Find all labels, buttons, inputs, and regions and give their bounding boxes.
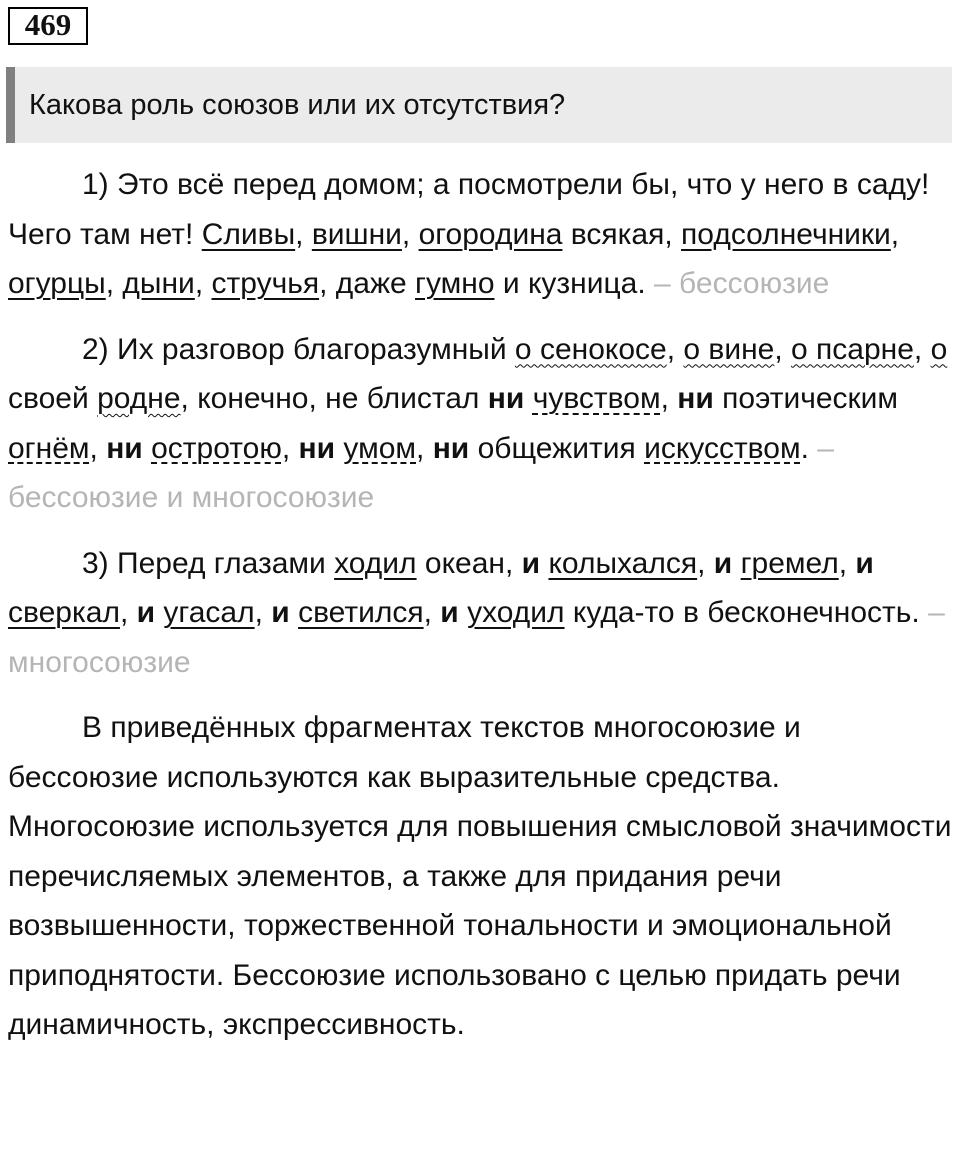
- text: , даже: [319, 267, 416, 300]
- object-word: искусством: [644, 431, 801, 465]
- predicate-word: угасал: [163, 596, 255, 629]
- subject-word: дыни: [122, 267, 195, 300]
- example-1: [8, 160, 954, 309]
- text: 3) Перед глазами: [82, 546, 335, 580]
- text: ,: [119, 596, 137, 629]
- subject-word: гумно: [415, 267, 495, 300]
- text: ,: [401, 217, 419, 251]
- predicate-word: ходил: [334, 546, 417, 580]
- text: ,: [913, 332, 931, 366]
- text: ,: [890, 217, 900, 251]
- conjunction: ни: [106, 431, 143, 465]
- text: [459, 596, 467, 629]
- text: ,: [423, 596, 441, 629]
- conjunction: и: [855, 546, 874, 580]
- text: ,: [416, 431, 433, 465]
- conjunction: ни: [298, 431, 336, 465]
- text: ,: [254, 596, 272, 629]
- text: ,: [89, 431, 107, 465]
- attribute-word: о сенокосе: [514, 332, 667, 366]
- conjunction: ни: [487, 382, 525, 415]
- object-word: умом: [343, 431, 417, 465]
- subject-word: подсолнечники: [681, 217, 891, 251]
- text: [524, 382, 532, 415]
- text: ,: [838, 546, 856, 580]
- example-2: [8, 325, 954, 523]
- text: .: [800, 431, 809, 465]
- subject-word: вишни: [311, 217, 402, 251]
- text: всякая,: [562, 217, 682, 251]
- predicate-word: сверкал: [8, 596, 120, 629]
- attribute-word: о: [930, 332, 948, 366]
- text: , конечно, не блистал: [180, 382, 488, 415]
- text: ,: [194, 267, 212, 300]
- text: [143, 432, 151, 465]
- answer-note: – бессоюзие: [645, 267, 830, 300]
- text: 1) Это всё перед домом; а посмотрели бы, что у него в саду! Чего там нет!: [8, 168, 930, 251]
- text: 2) Их разговор благоразумный: [82, 332, 515, 366]
- text: ,: [697, 546, 714, 580]
- text: [290, 596, 298, 629]
- attribute-word: о псарне: [791, 332, 914, 366]
- text: своей: [8, 382, 98, 415]
- subject-word: стручья: [211, 267, 320, 300]
- conjunction: и: [440, 596, 459, 629]
- predicate-word: гремел: [740, 546, 839, 580]
- conjunction: ни: [432, 431, 470, 465]
- predicate-word: колыхался: [548, 546, 698, 580]
- text: ,: [774, 332, 792, 366]
- subject-word: огурцы: [8, 267, 106, 300]
- question-banner: Какова роль союзов или их отсутствия?: [6, 67, 952, 143]
- text: ,: [660, 382, 678, 415]
- object-word: остротою: [151, 431, 282, 465]
- text: ,: [666, 332, 684, 366]
- answer-note: – бессоюзие и многосоюзие: [8, 431, 834, 514]
- subject-word: Сливы: [201, 217, 296, 251]
- conjunction: и: [271, 596, 290, 629]
- conjunction: и: [521, 546, 541, 580]
- predicate-word: светился: [298, 596, 424, 629]
- answer-note: – многосоюзие: [8, 596, 945, 679]
- text: и кузница.: [494, 267, 646, 300]
- predicate-word: уходил: [467, 596, 565, 629]
- object-word: чувством: [532, 382, 661, 415]
- text: ,: [105, 267, 123, 300]
- text: поэтическим: [713, 382, 899, 415]
- answer-content: [8, 160, 954, 1066]
- text: ,: [281, 431, 299, 465]
- conjunction: и: [713, 546, 733, 580]
- example-3: [8, 539, 954, 688]
- task-number: 469: [8, 7, 88, 45]
- text: [732, 547, 740, 580]
- conjunction: и: [136, 596, 156, 629]
- text: океан,: [416, 546, 522, 580]
- attribute-word: родне: [97, 382, 181, 415]
- text: общежития: [469, 431, 645, 465]
- attribute-word: о вине: [683, 332, 775, 366]
- conjunction: ни: [677, 382, 714, 415]
- conclusion-paragraph: В приведённых фрагментах текстов многосоюзие и бессоюзие используются как выразительные средства. Многосоюзие используется для повышения смысловой значимости перечисляемых элементов, а также для придания речи возвышенности, торжественной тональности и эмоциональной приподнятости. Бессоюзие использовано с целью придать речи динамичность, экспрессивность.: [8, 711, 952, 1041]
- text: ,: [295, 217, 312, 251]
- text: куда-то в бесконечность.: [564, 596, 920, 629]
- object-word: огнём: [8, 431, 90, 465]
- subject-word: огородина: [418, 217, 563, 251]
